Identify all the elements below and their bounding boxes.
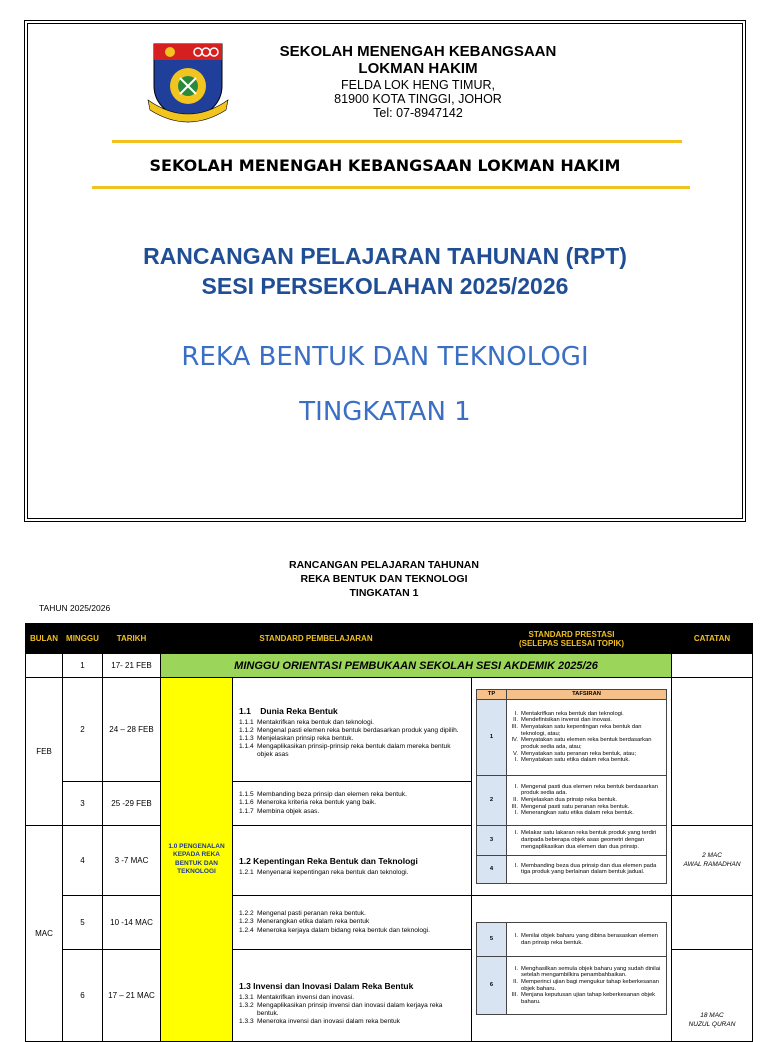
standard-item: 1.1.4 Mengaplikasikan prinsip-prinsip reka bentuk dalam mereka bentuk objek asas [239,742,451,758]
header-tarikh: TARIKH [103,624,161,654]
tarikh-cell: 17 – 21 MAC [103,950,161,1042]
plan-title-3: TINGKATAN 1 [349,587,419,600]
header-prestasi [472,624,672,654]
catatan-event: AWAL RAMADHAN [683,860,741,868]
minggu-cell: 3 [63,782,103,826]
table-header-row [26,624,753,654]
address-line1: FELDA LOK HENG TIMUR, [341,77,495,92]
catatan-cell [672,896,753,950]
tp-header: TP [477,690,507,700]
prestasi-row: 5 I. Menilai objek baharu yang dibina berasaskan elemen dan prinsip reka bentuk. [477,923,667,957]
bulan-cell [26,654,63,678]
standard-heading [239,706,465,716]
standard-cell [233,826,472,896]
bulan-cell: MAC [26,826,63,1042]
tarikh-cell: 17- 21 FEB [103,654,161,678]
tp-level: 3 [477,825,507,855]
standard-item: 1.2.4 Meneroka kerjaya dalam bidang reka bentuk dan teknologi. [239,926,431,934]
minggu-cell: 6 [63,950,103,1042]
standard-item: 1.1.7 Membina objek asas. [239,807,320,815]
rpt-title-line1: RANCANGAN PELAJARAN TAHUNAN (RPT) [143,243,627,269]
tarikh-cell: 24 – 28 FEB [103,678,161,782]
table-row [26,896,753,950]
standard-cell [233,950,472,1042]
standard-cell [233,782,472,826]
table-row [26,654,753,678]
standard-heading: 1.2 Kepentingan Reka Bentuk dan Teknologi [239,856,418,867]
prestasi-cell [472,678,672,896]
prestasi-table-b [476,922,667,1015]
telephone: Tel: 07-8947142 [373,105,463,120]
minggu-cell: 5 [63,896,103,950]
standard-item: 1.3.1 Mentakrifkan invensi dan inovasi. [239,993,355,1001]
header-prestasi-line2: (SELEPAS SELESAI TOPIK) [518,638,625,648]
header-bulan: BULAN [26,624,63,654]
topic-cell: 1.0 PENGENALAN KEPADA REKA BENTUK DAN TEKNOLOGI [161,678,233,1042]
standard-item: 1.2.2 Mengenal pasti peranan reka bentuk. [239,910,366,918]
plan-table [25,623,753,1042]
school-header [218,44,618,120]
school-full-name: SEKOLAH MENENGAH KEBANGSAAN LOKMAN HAKIM [149,156,621,175]
header-standard: STANDARD PEMBELAJARAN [161,624,472,654]
school-name-line2: LOKMAN HAKIM [358,59,478,77]
standard-item: 1.1.6 Meneroka kriteria reka bentuk yang baik. [239,799,377,807]
standard-item: 1.1.3 Menjelaskan prinsip reka bentuk. [239,734,354,742]
rpt-title [28,242,742,302]
tp-level: 2 [477,775,507,825]
orientation-banner: MINGGU ORIENTASI PEMBUKAAN SEKOLAH SESI AKDEMIK 2025/26 [161,654,672,678]
tp-level: 5 [477,923,507,957]
cover-page [24,20,746,522]
prestasi-row: 4 I. Membanding beza dua prinsip dan dua elemen pada tiga produk yang berlainan dalam bentuk jadual. [477,855,667,883]
rpt-title-line2: SESI PERSEKOLAHAN 2025/2026 [201,272,569,299]
form-title: TINGKATAN 1 [299,397,471,427]
header-prestasi-line1: STANDARD PRESTASI [528,629,615,639]
catatan-date: 18 MAC [700,1012,724,1020]
plan-heading [0,558,768,601]
catatan-cell [672,678,753,826]
header-minggu: MINGGU [63,624,103,654]
address-line2: 81900 KOTA TINGGI, JOHOR [334,91,502,106]
prestasi-cell [472,896,672,1042]
standard-heading-text: Dunia Reka Bentuk [260,706,338,717]
standard-item: 1.1.1 Mentakrifkan reka bentuk dan teknologi. [239,718,374,726]
prestasi-row: 1 I. Mentakrifkan reka bentuk dan teknologi. II. Mendefinisikan invensi dan inovasi. III. Menyatakan satu kepentingan reka bentuk dan teknologi, atau; IV. Menyatakan satu elemen reka bentuk berdasarkan produk sedia ada, atau; V. Menyatakan satu peranan reka bentuk, atau; I. Menyatakan satu etika dalam reka bentuk. [477,699,667,775]
catatan-cell [672,950,753,1042]
table-row [26,678,753,782]
standard-item: 1.3.2 Mengaplikasikan prinsip invensi dan inovasi dalam kerjaya reka bentuk. [239,1001,443,1017]
school-name: SEKOLAH MENENGAH KEBANGSAAN [279,43,557,60]
tarikh-cell: 3 -7 MAC [103,826,161,896]
standard-item: 1.1.5 Membanding beza prinsip dan elemen reka bentuk. [239,791,407,799]
year-label: TAHUN 2025/2026 [39,603,111,613]
catatan-date: 2 MAC [702,852,722,860]
tp-level: 6 [477,957,507,1015]
standard-item: 1.2.1 Menyenarai kepentingan reka bentuk dan teknologi. [239,868,409,876]
minggu-cell: 4 [63,826,103,896]
catatan-cell [672,826,753,896]
prestasi-row: 3 I. Melakar satu lakaran reka bentuk produk yang terdiri daripada beberapa objek asas geometri dengan mengaplikasikan dua elemen dan dua prinsip. [477,825,667,855]
standard-cell [233,896,472,950]
catatan-event: NUZUL QURAN [688,1020,736,1028]
gold-divider-bottom [92,186,690,189]
standard-heading-number: 1.1 [239,706,251,717]
prestasi-row: 2 I. Mengenal pasti dua elemen reka bentuk berdasarkan produk sedia ada. II. Menjelaskan dua prinsip reka bentuk. III. Mengenal pasti satu peranan reka bentuk. I. Menerangkan satu etika dalam reka bentuk. [477,775,667,825]
tafsiran-header: TAFSIRAN [507,690,667,700]
tp-level: 4 [477,855,507,883]
standard-cell [233,678,472,782]
tarikh-cell: 10 -14 MAC [103,896,161,950]
plan-title-2: REKA BENTUK DAN TEKNOLOGI [300,573,468,586]
subject-title: REKA BENTUK DAN TEKNOLOGI [181,342,589,372]
minggu-cell: 1 [63,654,103,678]
standard-heading: 1.3 Invensi dan Inovasi Dalam Reka Bentuk [239,981,414,992]
catatan-cell [672,654,753,678]
header-catatan: CATATAN [672,624,753,654]
tarikh-cell: 25 -29 FEB [103,782,161,826]
standard-item: 1.3.3 Meneroka invensi dan inovasi dalam reka bentuk [239,1017,400,1025]
bulan-cell: FEB [26,678,63,826]
prestasi-row: 6 I. Menghasilkan semula objek baharu yang sudah dinilai setelah mengambilkira penambahbaikan. II. Memperinci ujian bagi mengukur tahap keberkesanan objek baharu. III. Menjana keputusan ujian tahap keberkesanan objek baharu. [477,957,667,1015]
tp-level: 1 [477,699,507,775]
prestasi-table-a [476,689,667,884]
plan-title-1: RANCANGAN PELAJARAN TAHUNAN [289,559,479,571]
minggu-cell: 2 [63,678,103,782]
standard-item: 1.2.3 Menerangkan etika dalam reka bentuk [239,918,370,926]
gold-divider-top [112,140,682,143]
standard-item: 1.1.2 Mengenal pasti elemen reka bentuk berdasarkan produk yang dipilih. [239,726,459,734]
